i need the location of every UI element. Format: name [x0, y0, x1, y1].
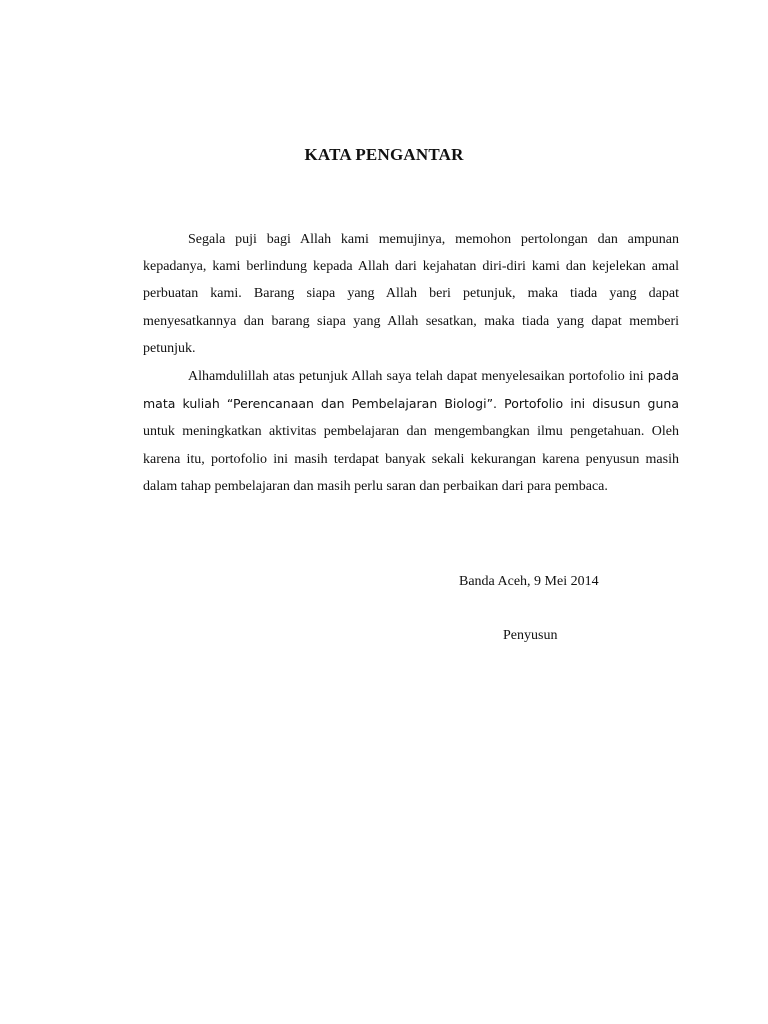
- signature-role: Penyusun: [503, 628, 558, 643]
- paragraph-2-part-3: untuk meningkatkan aktivitas pembelajaran dan mengembangkan ilmu pengetahuan. Oleh karena itu, portofolio ini masih terdapat banyak sekali kekurangan karena penyusun masih dalam tahap pembelajaran dan masih perlu saran dan perbaikan dari para pembaca.: [143, 424, 679, 494]
- body-text: [143, 226, 679, 500]
- paragraph-2-part-2: pada mata kuliah “Perencanaan dan Pembelajaran Biologi”. Portofolio ini disusun guna: [143, 368, 679, 412]
- page-title: KATA PENGANTAR: [304, 145, 464, 164]
- signature-place-date: Banda Aceh, 9 Mei 2014: [459, 574, 599, 589]
- paragraph-2: [143, 362, 679, 500]
- paragraph-2-part-1: Alhamdulillah atas petunjuk Allah saya telah dapat menyelesaikan portofolio ini: [188, 369, 648, 385]
- paragraph-1: Segala puji bagi Allah kami memujinya, memohon pertolongan dan ampunan kepadanya, kami berlindung kepada Allah dari kejahatan diri-diri kami dan kejelekan amal perbuatan kami. Barang siapa yang Allah beri petunjuk, maka tiada yang dapat menyesatkannya dan barang siapa yang Allah sesatkan, maka tiada yang dapat memberi petunjuk.: [143, 232, 679, 356]
